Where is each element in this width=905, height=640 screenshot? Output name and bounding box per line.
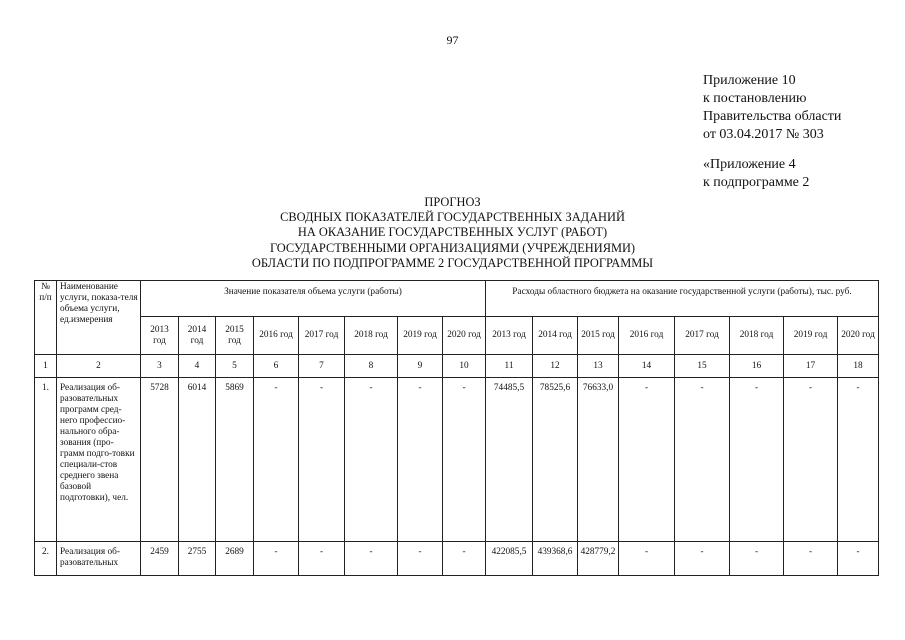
subprogram-appendix-reference bbox=[703, 156, 809, 192]
column-group-volume: Значение показателя объема услуги (работы) bbox=[141, 281, 486, 317]
year-header: 2013 год bbox=[141, 317, 179, 355]
column-header-number: № п/п bbox=[35, 281, 57, 355]
year-header: 2014 год bbox=[179, 317, 216, 355]
expense-cell: 78525,6 bbox=[533, 378, 578, 542]
year-header: 2016 год bbox=[619, 317, 675, 355]
appendix-line: к постановлению bbox=[703, 91, 807, 106]
expense-cell: 422085,5 bbox=[486, 542, 533, 576]
heading-line: ОБЛАСТИ ПО ПОДПРОГРАММЕ 2 ГОСУДАРСТВЕННОЙ ПРОГРАММЫ bbox=[251, 255, 654, 270]
heading-line: ГОСУДАРСТВЕННЫМИ ОРГАНИЗАЦИЯМИ (УЧРЕЖДЕНИЯМИ) bbox=[269, 240, 636, 255]
appendix-line: к подпрограмме 2 bbox=[703, 175, 810, 190]
volume-cell: - bbox=[254, 542, 299, 576]
expense-cell: - bbox=[619, 378, 675, 542]
volume-cell: - bbox=[398, 542, 443, 576]
year-header: 2020 год bbox=[838, 317, 879, 355]
year-header: 2019 год bbox=[398, 317, 443, 355]
column-number: 4 bbox=[179, 355, 216, 378]
year-header: 2018 год bbox=[730, 317, 784, 355]
forecast-table bbox=[34, 280, 879, 576]
year-header: 2016 год bbox=[254, 317, 299, 355]
year-header: 2018 год bbox=[345, 317, 398, 355]
volume-cell: 2689 bbox=[216, 542, 254, 576]
volume-cell: 2459 bbox=[141, 542, 179, 576]
year-header: 2015 год bbox=[216, 317, 254, 355]
column-number: 2 bbox=[57, 355, 141, 378]
expense-cell: - bbox=[619, 542, 675, 576]
expense-cell: - bbox=[730, 542, 784, 576]
heading-line: НА ОКАЗАНИЕ ГОСУДАРСТВЕННЫХ УСЛУГ (РАБОТ) bbox=[297, 225, 608, 240]
expense-cell: 74485,5 bbox=[486, 378, 533, 542]
expense-cell: - bbox=[784, 378, 838, 542]
year-header: 2019 год bbox=[784, 317, 838, 355]
volume-cell: - bbox=[398, 378, 443, 542]
expense-cell: - bbox=[838, 542, 879, 576]
appendix-reference bbox=[703, 72, 841, 144]
volume-cell: - bbox=[299, 378, 345, 542]
appendix-line: «Приложение 4 bbox=[703, 157, 796, 172]
appendix-line: Правительства области bbox=[703, 109, 842, 124]
heading-line: СВОДНЫХ ПОКАЗАТЕЛЕЙ ГОСУДАРСТВЕННЫХ ЗАДАНИЙ bbox=[280, 210, 625, 225]
column-number: 9 bbox=[398, 355, 443, 378]
year-header: 2017 год bbox=[299, 317, 345, 355]
column-group-expense: Расходы областного бюджета на оказание государственной услуги (работы), тыс. руб. bbox=[486, 281, 879, 317]
appendix-line: Приложение 10 bbox=[703, 73, 796, 88]
column-number: 1 bbox=[35, 355, 57, 378]
column-number: 8 bbox=[345, 355, 398, 378]
column-number: 16 bbox=[730, 355, 784, 378]
year-header: 2013 год bbox=[486, 317, 533, 355]
column-number: 15 bbox=[675, 355, 730, 378]
volume-cell: - bbox=[299, 542, 345, 576]
appendix-line: от 03.04.2017 № 303 bbox=[703, 127, 824, 142]
heading-line: ПРОГНОЗ bbox=[424, 195, 481, 209]
expense-cell: 428779,2 bbox=[578, 542, 619, 576]
column-number: 7 bbox=[299, 355, 345, 378]
page-number: 97 bbox=[446, 33, 459, 47]
column-number: 17 bbox=[784, 355, 838, 378]
expense-cell: 76633,0 bbox=[578, 378, 619, 542]
volume-cell: 6014 bbox=[179, 378, 216, 542]
column-number: 18 bbox=[838, 355, 879, 378]
row-name: Реализация об-разовательных программ сред-него профессио-нального обра-зования (про-грамм подго-товки специали-стов среднего звена базовой подготовки), чел. bbox=[57, 378, 141, 542]
expense-cell: - bbox=[675, 542, 730, 576]
volume-cell: - bbox=[443, 542, 486, 576]
column-number: 5 bbox=[216, 355, 254, 378]
volume-cell: - bbox=[443, 378, 486, 542]
column-number: 11 bbox=[486, 355, 533, 378]
expense-cell: - bbox=[730, 378, 784, 542]
year-header: 2015 год bbox=[578, 317, 619, 355]
expense-cell: - bbox=[838, 378, 879, 542]
column-number: 10 bbox=[443, 355, 486, 378]
volume-cell: - bbox=[345, 378, 398, 542]
expense-cell: - bbox=[784, 542, 838, 576]
year-header: 2014 год bbox=[533, 317, 578, 355]
table-row bbox=[35, 378, 879, 542]
row-name: Реализация об-разовательных bbox=[57, 542, 141, 576]
column-number: 12 bbox=[533, 355, 578, 378]
column-number: 3 bbox=[141, 355, 179, 378]
volume-cell: - bbox=[254, 378, 299, 542]
document-heading bbox=[0, 195, 905, 271]
expense-cell: 439368,6 bbox=[533, 542, 578, 576]
column-number: 13 bbox=[578, 355, 619, 378]
year-header: 2017 год bbox=[675, 317, 730, 355]
expense-cell: - bbox=[675, 378, 730, 542]
volume-cell: 5728 bbox=[141, 378, 179, 542]
column-header-name: Наименование услуги, показа-теля объема услуги, ед.измерения bbox=[57, 281, 141, 355]
row-number: 1. bbox=[35, 378, 57, 542]
year-header: 2020 год bbox=[443, 317, 486, 355]
column-number: 14 bbox=[619, 355, 675, 378]
table-row bbox=[35, 542, 879, 576]
row-number: 2. bbox=[35, 542, 57, 576]
column-number: 6 bbox=[254, 355, 299, 378]
volume-cell: 2755 bbox=[179, 542, 216, 576]
volume-cell: - bbox=[345, 542, 398, 576]
volume-cell: 5869 bbox=[216, 378, 254, 542]
